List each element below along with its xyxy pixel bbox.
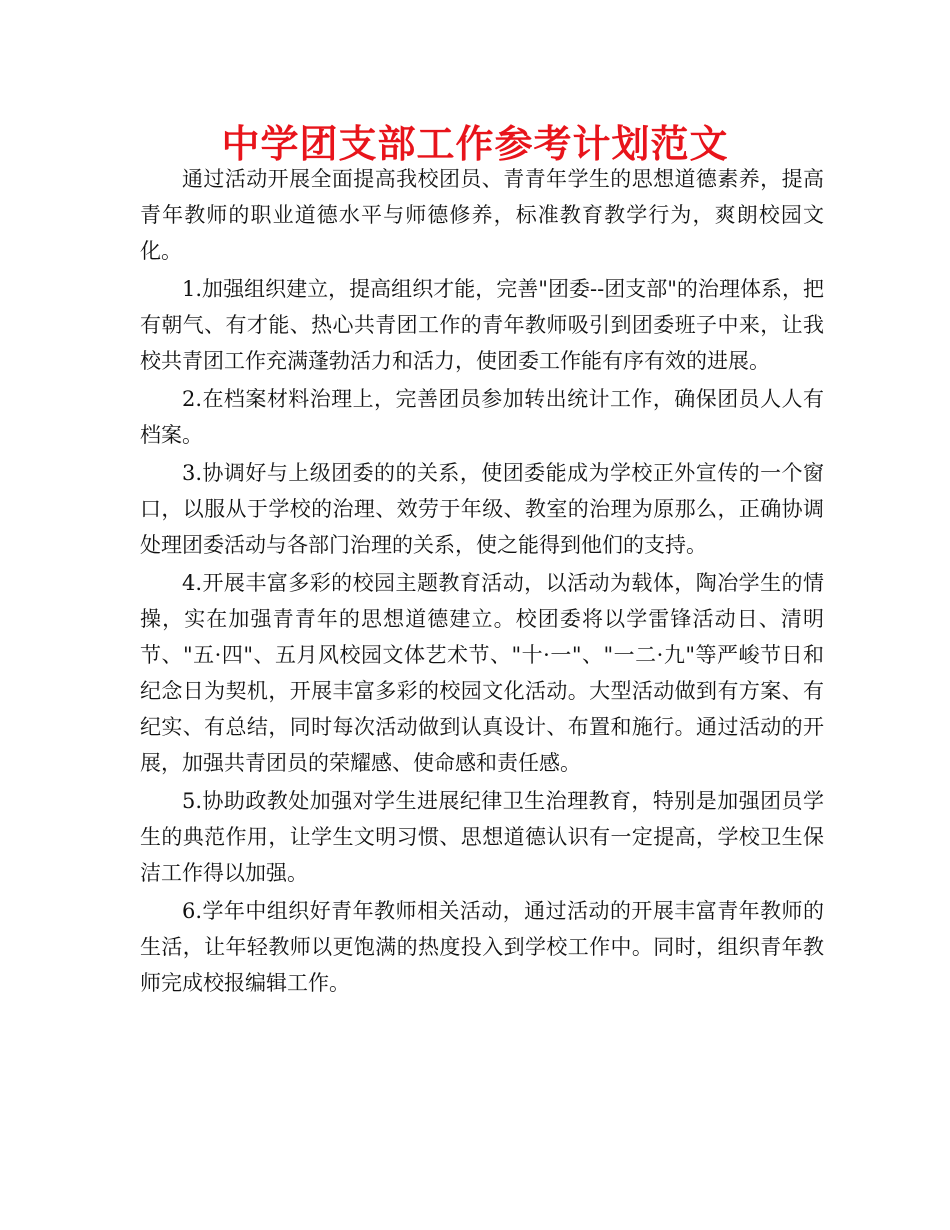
paragraph-item-3: 3.协调好与上级团委的的关系，使团委能成为学校正外宣传的一个窗口，以服从于学校的治理、效劳于年级、教室的治理为原那么，正确协调处理团委活动与各部门治理的关系，使之能得到他们的支持。	[140, 461, 824, 557]
paragraph-item-2: 2.在档案材料治理上，完善团员参加转出统计工作，确保团员人人有档案。	[140, 387, 824, 447]
document-body	[140, 161, 824, 1003]
paragraph-item-4: 4.开展丰富多彩的校园主题教育活动，以活动为载体，陶冶学生的情操，实在加强青青年的思想道德建立。校团委将以学雷锋活动日、清明节、"五·四"、五月风校园文体艺术节、"十·一"、"一二·九"等严峻节日和纪念日为契机，开展丰富多彩的校园文化活动。大型活动做到有方案、有纪实、有总结，同时每次活动做到认真设计、布置和施行。通过活动的开展，加强共青团员的荣耀感、使命感和责任感。	[140, 571, 824, 775]
paragraph-intro: 通过活动开展全面提高我校团员、青青年学生的思想道德素养，提高青年教师的职业道德水平与师德修养，标准教育教学行为，爽朗校园文化。	[140, 167, 824, 263]
paragraph-item-6: 6.学年中组织好青年教师相关活动，通过活动的开展丰富青年教师的生活，让年轻教师以更饱满的热度投入到学校工作中。同时，组织青年教师完成校报编辑工作。	[140, 899, 824, 995]
paragraph-item-1: 1.加强组织建立，提高组织才能，完善"团委--团支部"的治理体系，把有朝气、有才能、热心共青团工作的青年教师吸引到团委班子中来，让我校共青团工作充满蓬勃活力和活力，使团委工作能有序有效的进展。	[140, 277, 824, 373]
paragraph-item-5: 5.协助政教处加强对学生进展纪律卫生治理教育，特别是加强团员学生的典范作用，让学生文明习惯、思想道德认识有一定提高，学校卫生保洁工作得以加强。	[140, 789, 824, 885]
document-title: 中学团支部工作参考计划范文	[221, 122, 729, 166]
